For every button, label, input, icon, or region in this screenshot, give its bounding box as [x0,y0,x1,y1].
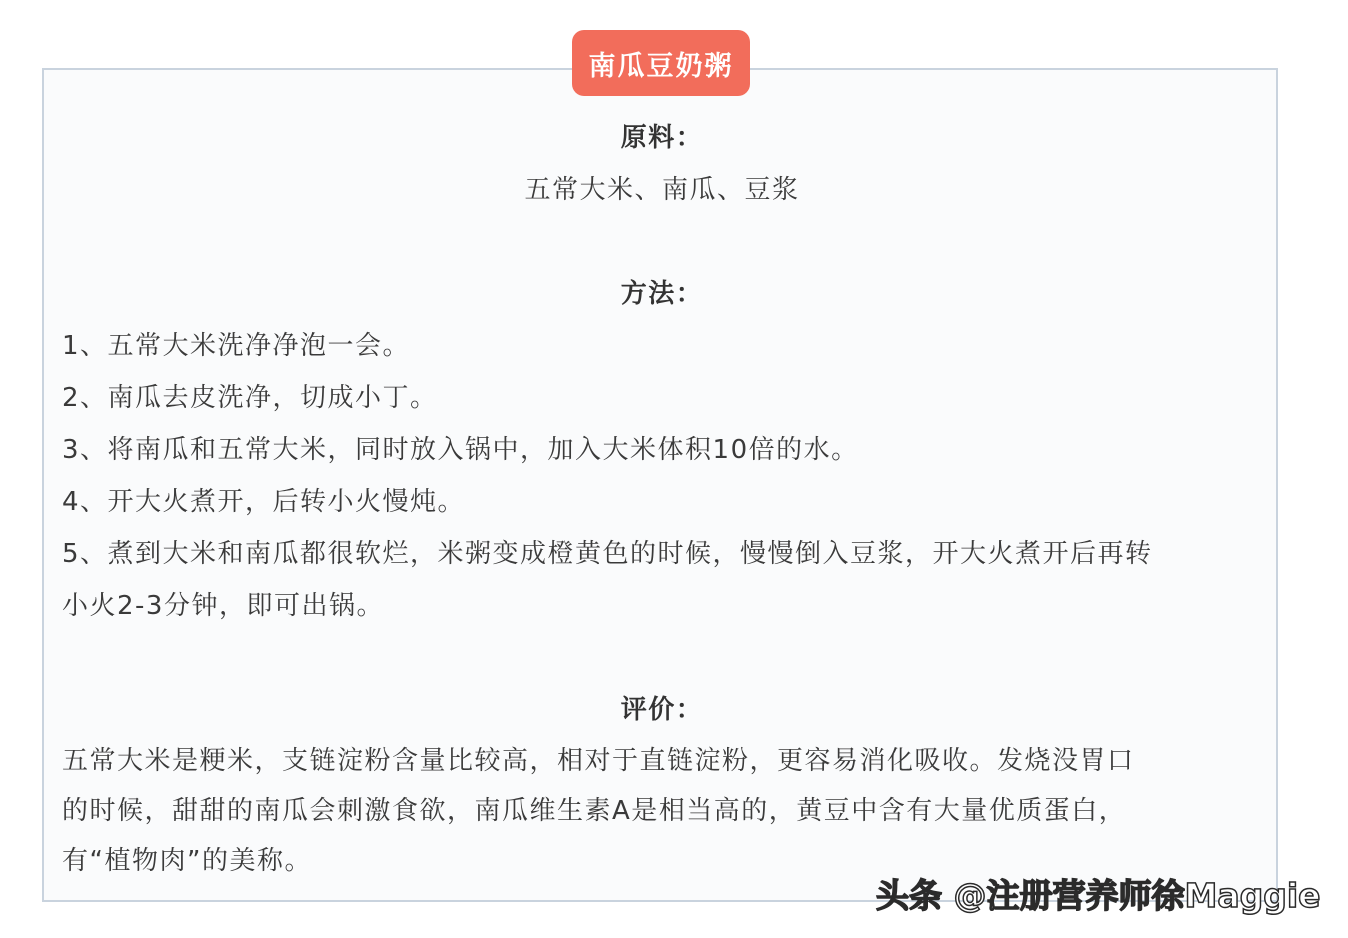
recipe-title-badge: 南瓜豆奶粥 [572,30,750,96]
method-step-3: 3、将南瓜和五常大米，同时放入锅中，加入大米体积10倍的水。 [62,435,859,465]
review-line-3: 有“植物肉”的美称。 [62,846,312,876]
method-step-4: 4、开大火煮开，后转小火慢炖。 [62,487,466,517]
review-line-2: 的时候，甜甜的南瓜会刺激食欲，南瓜维生素A是相当高的，黄豆中含有大量优质蛋白， [62,796,1127,826]
method-step-2: 2、南瓜去皮洗净，切成小丁。 [62,383,438,413]
ingredients-text: 五常大米、南瓜、豆浆 [524,175,800,205]
ingredients-heading: 原料： [620,123,704,153]
method-step-1: 1、五常大米洗净净泡一会。 [62,331,411,361]
section-spacer [62,216,1262,268]
review-paragraph [62,736,1262,886]
method-heading: 方法： [620,279,704,309]
watermark: 头条 @注册营养师徐Maggie [876,876,1321,915]
review-heading: 评价： [620,695,704,725]
method-step-5-cont: 小火2-3分钟，即可出锅。 [62,591,384,621]
review-line-1: 五常大米是粳米，支链淀粉含量比较高，相对于直链淀粉，更容易消化吸收。发烧没胃口 [62,746,1135,776]
method-step-5: 5、煮到大米和南瓜都很软烂，米粥变成橙黄色的时候，慢慢倒入豆浆，开大火煮开后再转 [62,539,1153,569]
section-spacer [62,632,1262,684]
recipe-content [62,112,1262,886]
